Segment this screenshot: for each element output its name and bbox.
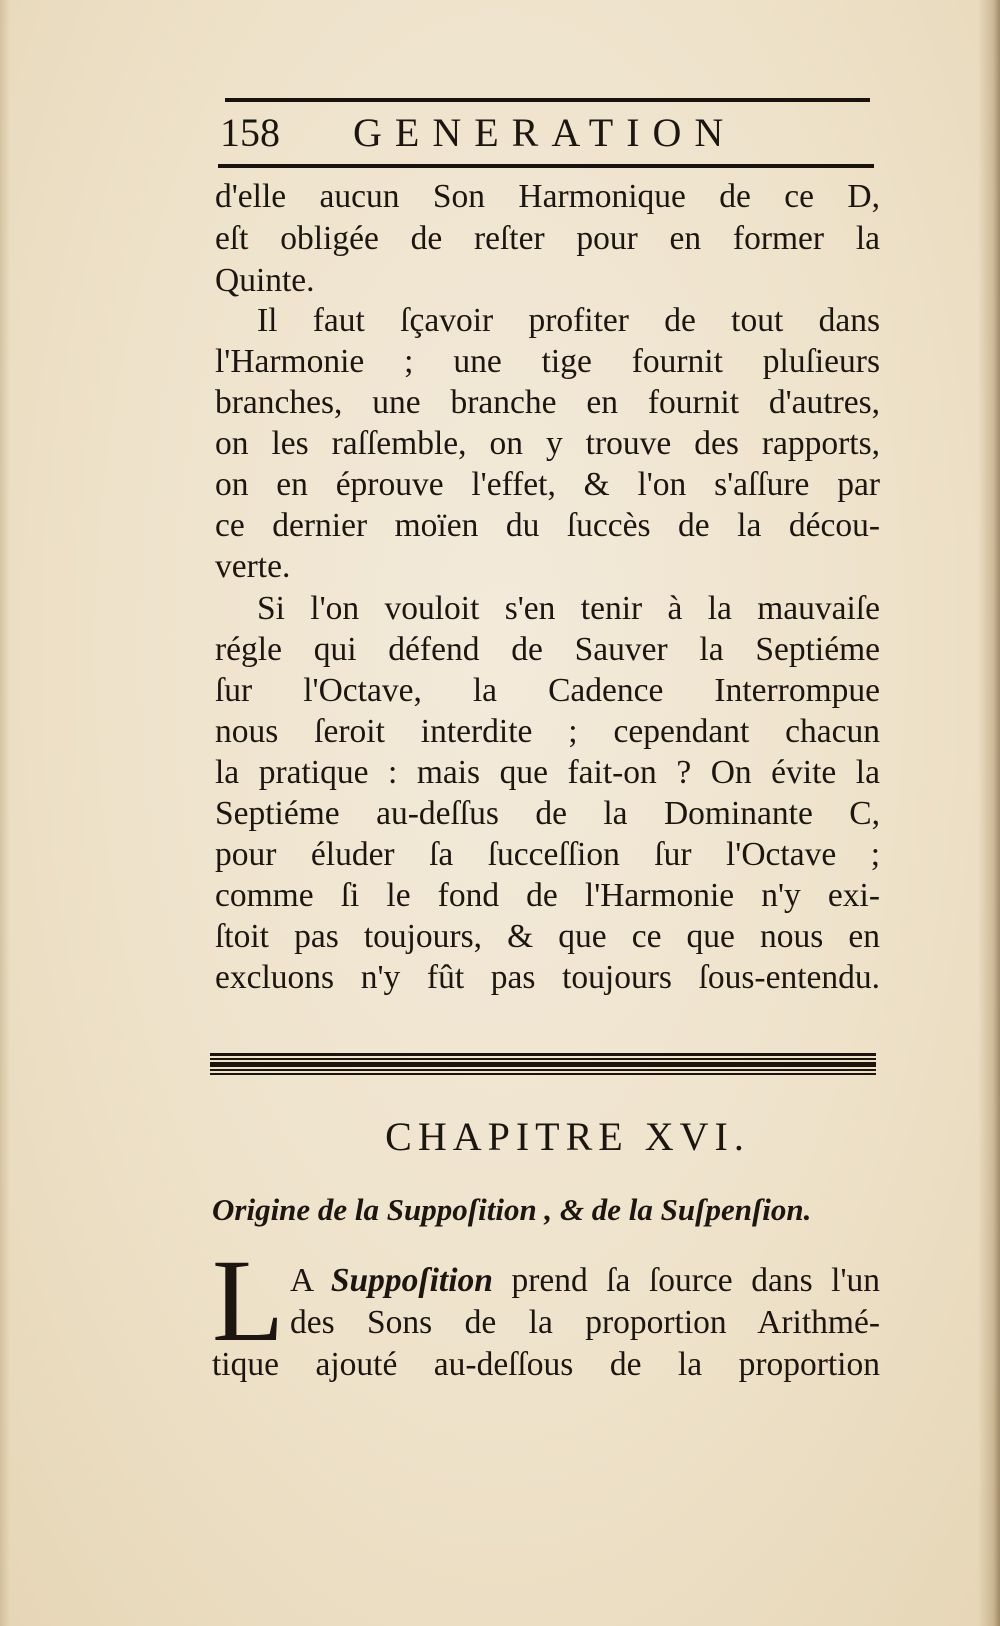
text-line: on en éprouve l'effet, & l'on s'aſſure par — [215, 466, 880, 503]
header-rule-top — [225, 98, 870, 102]
text-line: Quinte. — [215, 262, 315, 299]
page-shadow-right — [978, 0, 1000, 1626]
text-line: régle qui défend de Sauver la Septiéme — [215, 631, 880, 668]
chapter-ornament-rule — [210, 1053, 876, 1075]
text-line: nous ſeroit interdite ; cependant chacun — [215, 713, 880, 750]
text-fragment: A — [290, 1262, 313, 1299]
header-rule-bottom — [218, 164, 874, 168]
text-line: verte. — [215, 548, 291, 585]
text-line: des Sons de la proportion Arithmé- — [290, 1304, 880, 1341]
text-line: branches, une branche en fournit d'autres, — [215, 384, 880, 421]
text-line: ce dernier moïen du ſuccès de la décou- — [215, 507, 880, 544]
text-line: excluons n'y fût pas toujours ſous-entendu. — [215, 959, 880, 996]
text-line: Si l'on vouloit s'en tenir à la mauvaiſe — [257, 590, 880, 627]
page-header — [220, 108, 880, 158]
text-line: on les raſſemble, on y trouve des rapports, — [215, 425, 880, 462]
text-line: Septiéme au-deſſus de la Dominante C, — [215, 795, 880, 832]
text-line: la pratique : mais que fait-on ? On évite la — [215, 754, 880, 791]
text-line: d'elle aucun Son Harmonique de ce D, — [215, 178, 880, 215]
text-line: tique ajouté au-deſſous de la proportion — [212, 1346, 880, 1383]
chapter-subtitle: Origine de la Suppoſition , & de la Suſpenſion. — [212, 1192, 812, 1227]
text-fragment: prend ſa ſource dans l'un — [511, 1262, 881, 1299]
text-line: comme ſi le fond de l'Harmonie n'y exi- — [215, 877, 880, 914]
text-line: pour éluder ſa ſucceſſion ſur l'Octave ; — [215, 836, 880, 873]
page-shadow-left — [0, 0, 10, 1626]
text-line: ſur l'Octave, la Cadence Interrompue — [215, 672, 880, 709]
text-line: l'Harmonie ; une tige fournit pluſieurs — [215, 343, 880, 380]
chapter-title: CHAPITRE XVI. — [385, 1114, 750, 1159]
italic-term: Suppoſition — [330, 1262, 493, 1299]
text-line: Il faut ſçavoir profiter de tout dans — [257, 302, 880, 339]
text-line — [290, 1260, 880, 1302]
running-head: GENERATION — [353, 110, 737, 155]
text-line: eſt obligée de reſter pour en former la — [215, 220, 880, 257]
drop-cap: L — [212, 1235, 285, 1366]
text-line: ſtoit pas toujours, & que ce que nous en — [215, 918, 880, 955]
page-number: 158 — [220, 110, 280, 155]
